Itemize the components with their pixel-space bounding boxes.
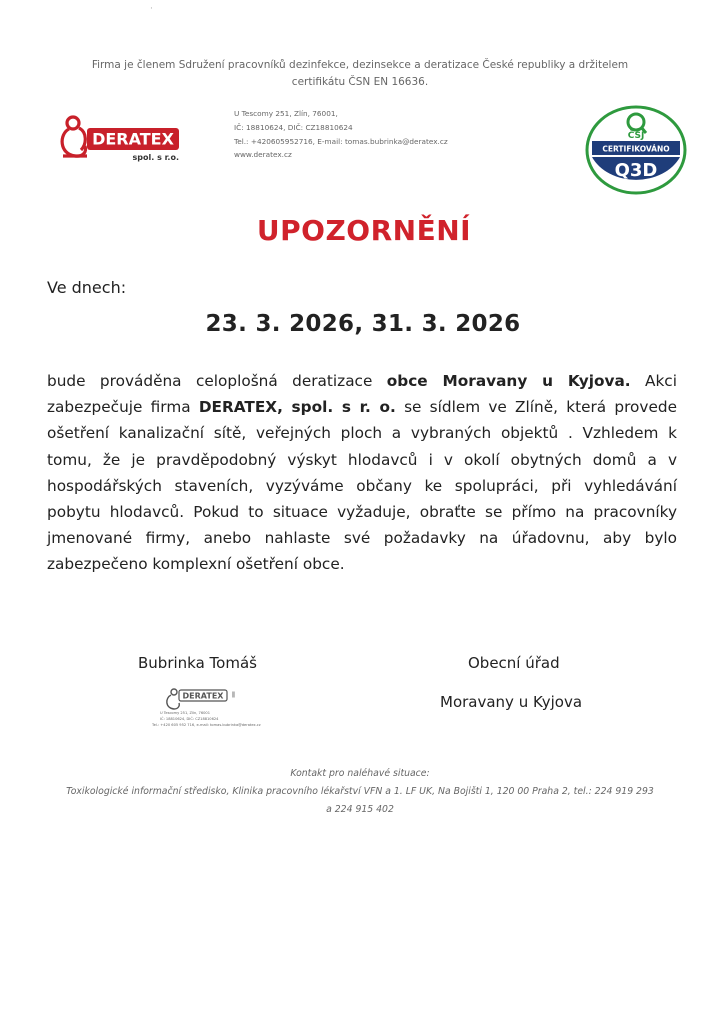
footer-phone-2: a 224 915 402 xyxy=(326,804,394,816)
contact-address: U Tescomy 251, Zlín, 76001, xyxy=(234,109,338,118)
notice-dates: 23. 3. 2026, 31. 3. 2026 xyxy=(205,311,521,337)
badge-top: ČSJ xyxy=(627,131,645,141)
logo-text: DERATEX xyxy=(92,129,174,149)
body-village: obce Moravany u Kyjova. xyxy=(386,372,631,390)
company-stamp xyxy=(150,684,262,732)
contact-phone-email: Tel.: +420605952716, E-mail: tomas.bubrinka@deratex.cz xyxy=(234,136,448,146)
certification-badge xyxy=(584,105,690,195)
stamp-line-2: IČ: 18810624, DIČ: CZ18810624 xyxy=(160,717,219,721)
notice-body xyxy=(47,368,677,578)
company-contact xyxy=(234,107,448,162)
contact-website: www.deratex.cz xyxy=(234,150,292,160)
badge-middle: CERTIFIKOVÁNO xyxy=(602,144,670,154)
logo-sub: spol. s r.o. xyxy=(132,153,179,162)
contact-ids: IČ: 18810624, DIČ: CZ18810624 xyxy=(234,122,353,132)
office-village: Moravany u Kyjova xyxy=(440,693,583,711)
lead-text: Ve dnech: xyxy=(47,278,127,297)
membership-line-2: certifikátu ČSN EN 16636. xyxy=(291,76,429,88)
body-part-1: bude prováděna celoplošná deratizace xyxy=(47,372,387,390)
scan-mark: · xyxy=(150,4,153,14)
footer-contact: Toxikologické informační středisko, Klinika pracovního lékařství VFN a 1. LF UK, Na Bojišti 1, 120 00 Praha 2, tel.: 224 919 293 xyxy=(66,786,654,798)
membership-note xyxy=(40,57,680,91)
svg-text:ǁ: ǁ xyxy=(232,691,235,698)
body-company: DERATEX, spol. s r. o. xyxy=(198,398,396,417)
footer-heading: Kontakt pro naléhavé situace: xyxy=(290,768,430,779)
stamp-line-1: U Tescomy 251, Zlín, 76001 xyxy=(160,711,210,715)
body-part-3: se sídlem ve Zlíně, která provede ošetření kanalizační sítě, veřejných ploch a vybraných objektů . Vzhledem k tomu, že je pravděpodobný výskyt hlodavců i v okolí obytných domů a v hospodářských staveních, vyzýváme občany ke spolupráci, při vyhledávání pobytu hlodavců. Pokud to situace vyžaduje, obraťte se přímo na pracovníky jmenované firmy, anebo nahlaste své požadavky na úřadovnu, aby bylo zabezpečeno komplexní ošetření obce. xyxy=(47,398,677,574)
membership-line-1: Firma je členem Sdružení pracovníků dezinfekce, dezinsekce a deratizace České republiky a držitelem xyxy=(91,59,629,71)
badge-bottom: Q3D xyxy=(614,160,658,181)
stamp-title: DERATEX xyxy=(182,691,224,701)
signatory-name: Bubrinka Tomáš xyxy=(138,654,257,672)
stamp-mouse-icon xyxy=(167,689,179,709)
notice-title: UPOZORNĚNÍ xyxy=(256,214,472,247)
body-part-2: Akci zabezpečuje firma xyxy=(47,372,677,417)
emergency-footer xyxy=(30,765,690,820)
stamp-line-3: Tel.: +420 605 952 716, e-mail: tomas.bubrinka@deratex.cz xyxy=(152,723,261,727)
office-title: Obecní úřad xyxy=(468,654,560,672)
deratex-logo xyxy=(57,110,217,162)
mouse-icon xyxy=(62,117,87,156)
